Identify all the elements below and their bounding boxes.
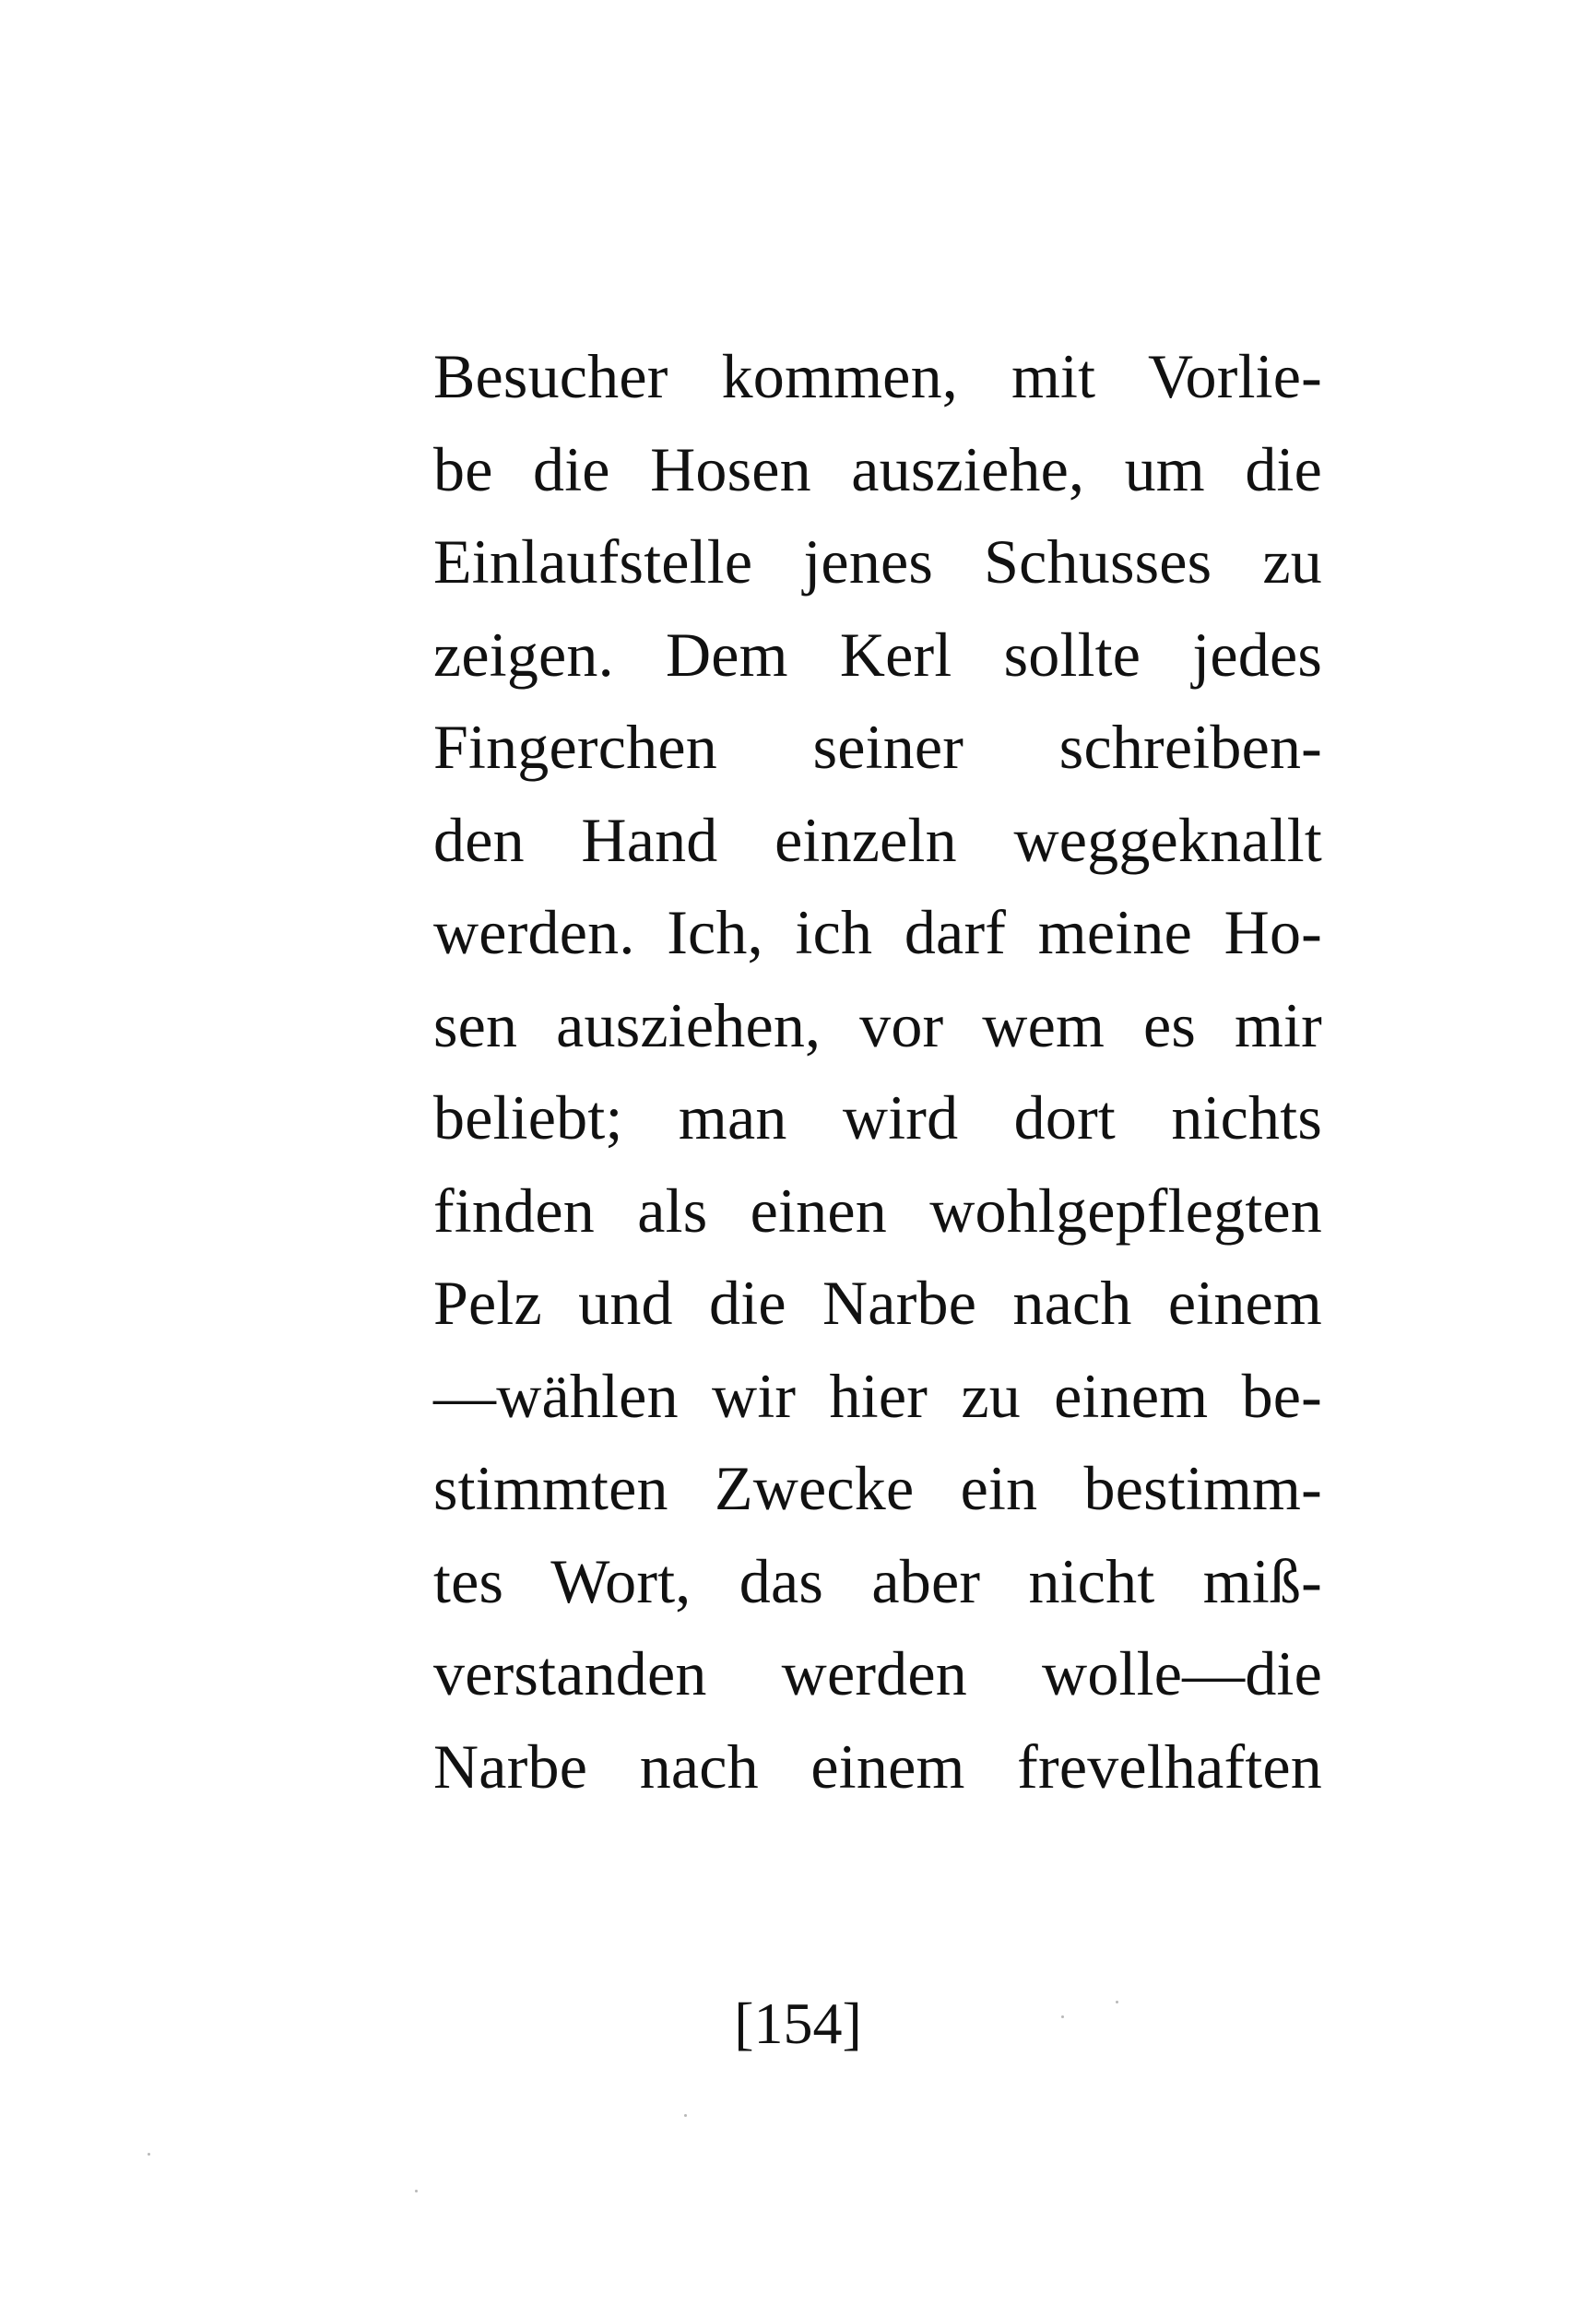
- text-line: Fingerchen seiner schreiben-: [433, 712, 1322, 782]
- scan-speck: [684, 2114, 687, 2117]
- scan-speck: [1061, 2015, 1064, 2018]
- text-line: werden. Ich, ich darf meine Ho-: [433, 897, 1322, 967]
- page-number: [154]: [734, 1991, 862, 2056]
- text-line: den Hand einzeln weggeknallt: [433, 804, 1322, 875]
- text-line: Besucher kommen, mit Vorlie-: [433, 341, 1322, 411]
- text-line: zeigen. Dem Kerl sollte jedes: [433, 619, 1322, 690]
- text-line: tes Wort, das aber nicht miß-: [433, 1545, 1322, 1616]
- text-line: —wählen wir hier zu einem be-: [433, 1360, 1322, 1431]
- scan-speck: [1116, 2001, 1118, 2003]
- body-text: [433, 330, 1322, 1813]
- scan-speck: [148, 2153, 150, 2156]
- text-line: finden als einen wohlgepflegten: [433, 1175, 1322, 1246]
- text-line: verstanden werden wolle—die: [433, 1638, 1322, 1708]
- text-line: Pelz und die Narbe nach einem: [433, 1268, 1322, 1338]
- text-line: beliebt; man wird dort nichts: [433, 1082, 1322, 1152]
- text-line: Narbe nach einem frevelhaften: [433, 1731, 1322, 1802]
- scan-speck: [415, 2190, 418, 2192]
- text-line: sen ausziehen, vor wem es mir: [433, 989, 1322, 1060]
- text-line: Einlaufstelle jenes Schusses zu: [433, 526, 1322, 597]
- text-line: stimmten Zwecke ein bestimm-: [433, 1453, 1322, 1523]
- text-line: be die Hosen ausziehe, um die: [433, 433, 1322, 504]
